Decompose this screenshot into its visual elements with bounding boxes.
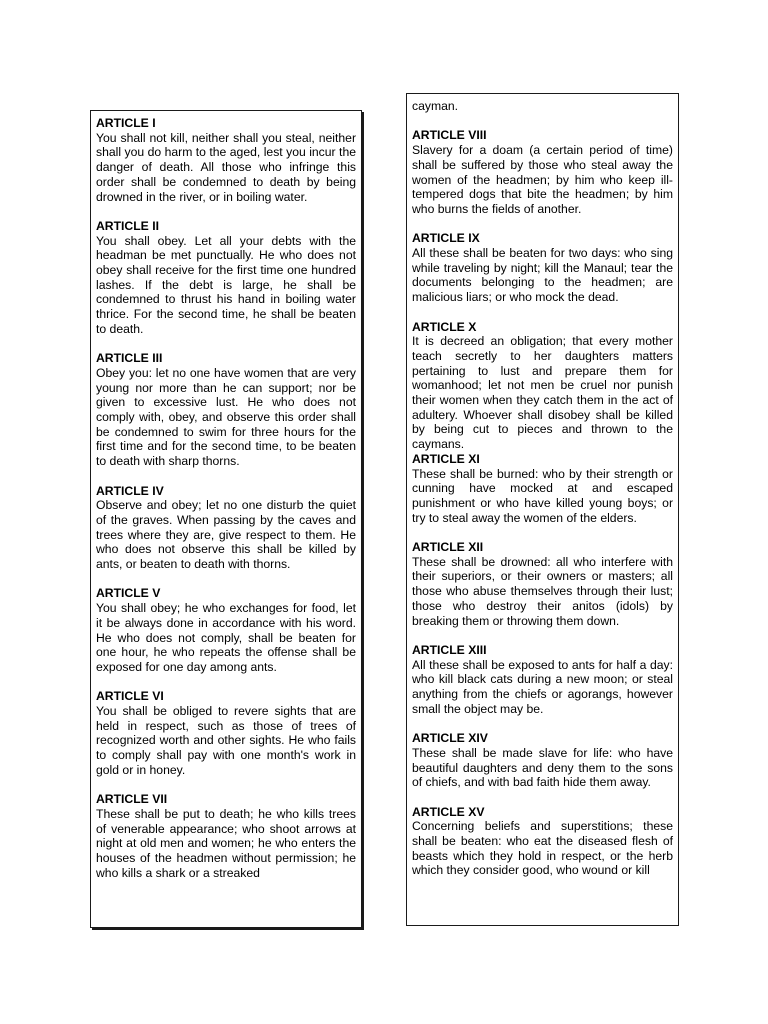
article-title: ARTICLE V bbox=[96, 586, 161, 601]
article-body: Obey you: let no one have women that are very young nor more than he can support; nor be given to excessive lust. He who does not comply with, obey, and observe this order shall be condemned to swim for three hours for the first time and for the second time, to be beaten to death with sharp thorns. bbox=[96, 365, 356, 469]
article-body: These shall be drowned: all who interfere with their superiors, or their owners or masters; all those who abuse themselves through their lust; those who destroy their anitos (idols) by breaking them or throwing them down. bbox=[412, 554, 673, 628]
article-title: ARTICLE IX bbox=[412, 231, 480, 246]
article-4 bbox=[96, 484, 356, 572]
article-title: ARTICLE XV bbox=[412, 804, 485, 819]
article-body: Slavery for a doam (a certain period of time) shall be suffered by those who steal away the women of the headmen; by him who keep ill-tempered dogs that bite the headmen; by him who burns the fields of another. bbox=[412, 143, 673, 216]
article-2 bbox=[96, 219, 356, 337]
article-title: ARTICLE IV bbox=[96, 483, 164, 498]
article-8 bbox=[412, 128, 673, 216]
article-body: All these shall be exposed to ants for half a day: who kill black cats during a new moon; or steal anything from the chiefs or agorangs, however small the object may be. bbox=[412, 657, 673, 716]
article-7 bbox=[96, 792, 356, 880]
article-11 bbox=[412, 452, 673, 526]
article-title: ARTICLE XIII bbox=[412, 642, 487, 657]
article-10 bbox=[412, 320, 673, 452]
article-1 bbox=[96, 116, 356, 204]
article-title: ARTICLE II bbox=[96, 218, 159, 233]
article-body: These shall be burned: who by their strength or cunning have mocked at and escaped punishment or who have killed young boys; or try to steal away the women of the elders. bbox=[412, 466, 673, 525]
article-6 bbox=[96, 689, 356, 777]
article-12 bbox=[412, 540, 673, 628]
article-title: ARTICLE VI bbox=[96, 689, 164, 704]
article-title: ARTICLE I bbox=[96, 116, 156, 130]
continued-text: cayman. bbox=[412, 99, 459, 113]
article-body: You shall obey; he who exchanges for food, let it be always done in accordance with his word. He who does not comply, shall be beaten for one hour, he who repeats the offense shall be exposed for one day among ants. bbox=[96, 601, 356, 674]
article-3 bbox=[96, 351, 356, 469]
article-5 bbox=[96, 586, 356, 674]
left-column-box bbox=[90, 110, 362, 928]
article-body: Observe and obey; let no one disturb the quiet of the graves. When passing by the caves and trees where they are, give respect to them. He who does not observe this shall be killed by ants, or beaten to death with thorns. bbox=[96, 498, 356, 572]
article-14 bbox=[412, 731, 673, 790]
article-title: ARTICLE VII bbox=[96, 792, 168, 807]
article-body: You shall obey. Let all your debts with the headman be met punctually. He who does not obey shall receive for the first time one hundred lashes. If the debt is large, he shall be condemned to thrust his hand in boiling water thrice. For the second time, he shall be beaten to death. bbox=[96, 233, 356, 336]
article-body: These shall be put to death; he who kills trees of venerable appearance; who shoot arrows at night at old men and women; he who enters the houses of the headmen without permission; he who kills a shark or a streaked bbox=[96, 806, 356, 880]
article-body: You shall not kill, neither shall you steal, neither shall you do harm to the aged, lest you incur the danger of death. All those who infringe this order shall be condemned to death by being drowned in the river, or in boiling water. bbox=[96, 130, 356, 204]
right-column-box bbox=[406, 93, 679, 926]
article-title: ARTICLE X bbox=[412, 319, 477, 334]
article-13 bbox=[412, 643, 673, 717]
article-title: ARTICLE XI bbox=[412, 451, 480, 466]
article-title: ARTICLE XIV bbox=[412, 731, 488, 746]
article-title: ARTICLE XII bbox=[412, 540, 484, 555]
article-9 bbox=[412, 231, 673, 305]
article-title: ARTICLE VIII bbox=[412, 128, 487, 143]
article-title: ARTICLE III bbox=[96, 351, 163, 366]
article-body: You shall be obliged to revere sights that are held in respect, such as those of trees of recognized worth and other sights. He who fails to comply shall pay with one month's work in gold or in honey. bbox=[96, 704, 356, 777]
article-15 bbox=[412, 805, 673, 879]
article-body: These shall be made slave for life: who have beautiful daughters and deny them to the sons of chiefs, and with bad faith hide them away. bbox=[412, 745, 673, 790]
article-body: Concerning beliefs and superstitions; these shall be beaten: who eat the diseased flesh of beasts which they hold in respect, or the herb which they consider good, who wound or kill bbox=[412, 819, 673, 878]
article-body: It is decreed an obligation; that every mother teach secretly to her daughters matters pertaining to lust and prepare them for womanhood; let not men be cruel nor punish their women when they catch them in the act of adultery. Whoever shall disobey shall be killed by being cut to pieces and thrown to the caymans. bbox=[412, 334, 673, 452]
article-body: All these shall be beaten for two days: who sing while traveling by night; kill the Manaul; tear the documents belonging to the headmen; are malicious liars; or who mock the dead. bbox=[412, 246, 673, 305]
